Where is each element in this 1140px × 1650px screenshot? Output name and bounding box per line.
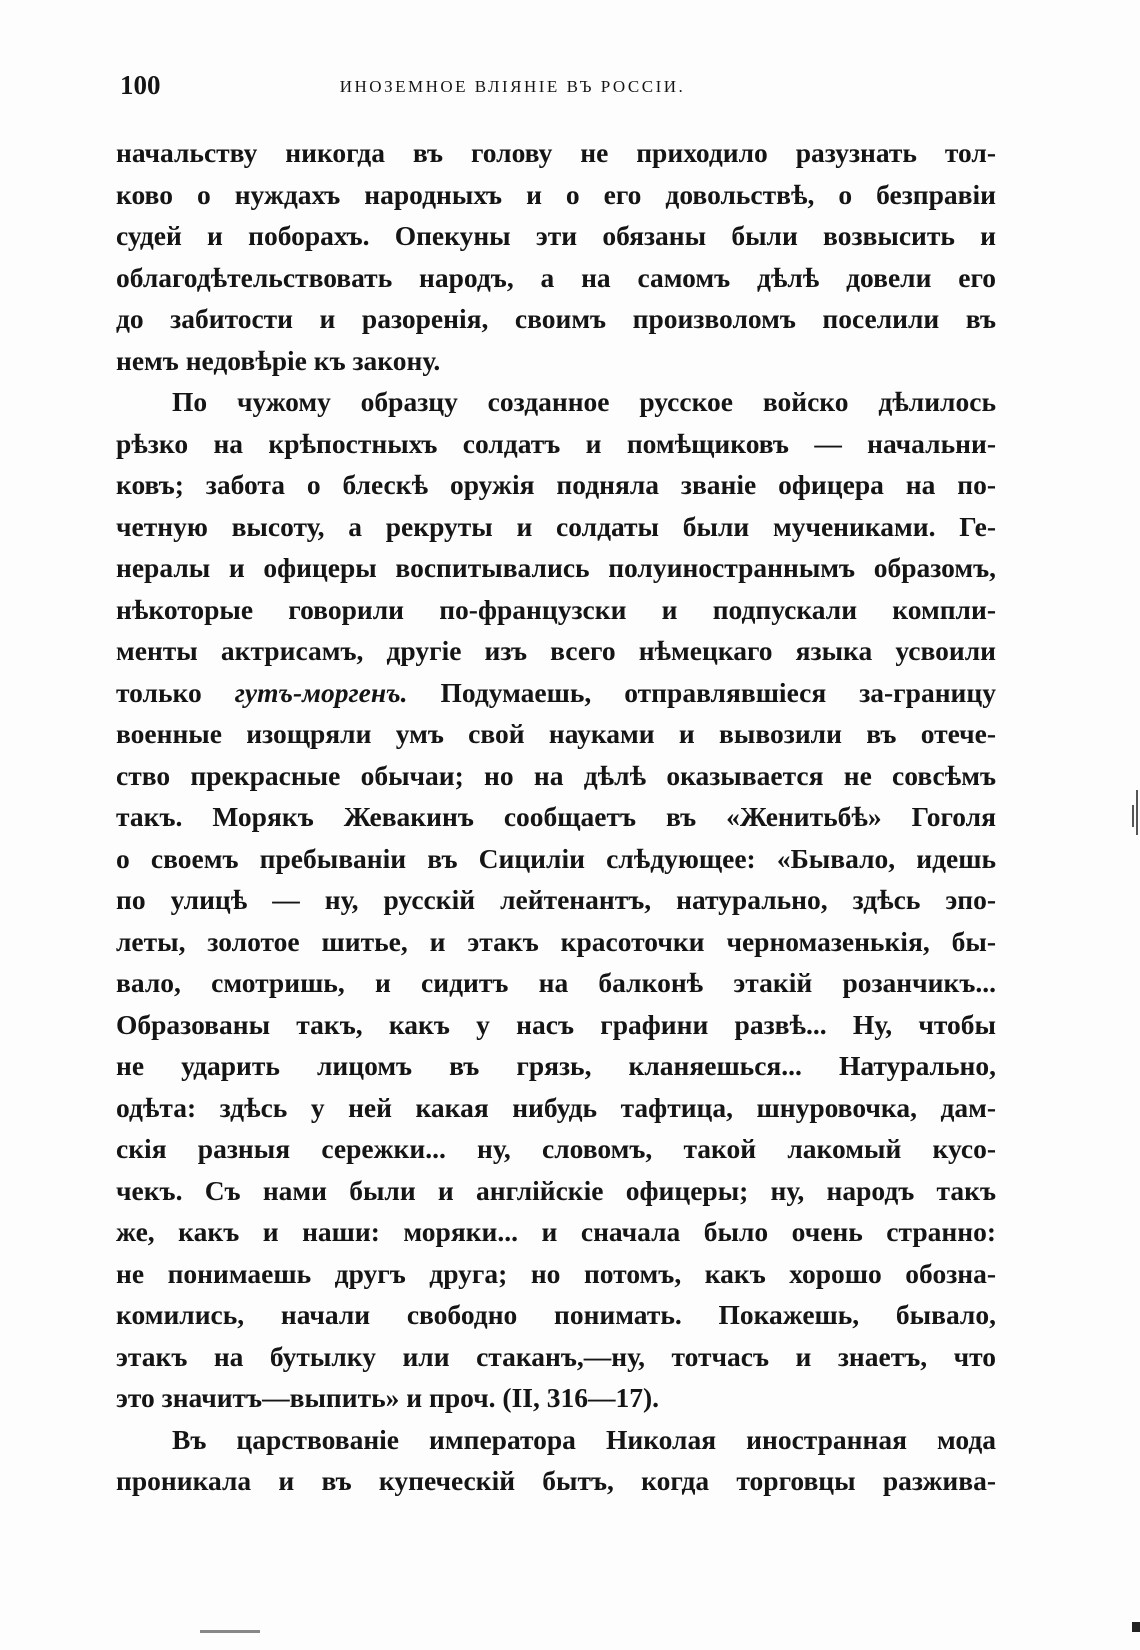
scan-margin-mark xyxy=(1132,805,1134,827)
text-line-mixed xyxy=(116,672,996,714)
text-line: не понимаешь другъ друга; но потомъ, какъ хорошо обозна- xyxy=(116,1257,996,1289)
text-line: по улицѣ — ну, русскій лейтенантъ, натурально, здѣсь эпо- xyxy=(116,884,996,915)
text-line: же, какъ и наши: моряки... и сначала было очень странно: xyxy=(116,1216,996,1247)
text-line: это значитъ—выпить» и проч. (II, 316—17). xyxy=(116,1382,660,1413)
text-segment: Подумаешь, отправлявшіеся за-границу xyxy=(407,676,996,708)
text-line: чекъ. Съ нами были и англійскіе офицеры; ну, народъ такъ xyxy=(116,1174,996,1206)
body-text xyxy=(116,132,996,1502)
running-title: ИНОЗЕМНОЕ ВЛІЯНІЕ ВЪ РОССІИ. xyxy=(339,77,686,96)
text-line: военные изощряли умъ свой науками и вывозили въ отече- xyxy=(116,718,996,749)
text-line: скія разныя сережки... ну, словомъ, такой лакомый кусо- xyxy=(116,1133,996,1164)
running-head xyxy=(120,70,1000,110)
italic-phrase: гутъ-моргенъ. xyxy=(234,676,408,708)
text-line: этакъ на бутылку или стаканъ,—ну, тотчасъ и знаетъ, что xyxy=(116,1340,996,1372)
text-line: начальству никогда въ голову не приходило разузнать тол- xyxy=(116,137,996,168)
page-number: 100 xyxy=(120,70,161,100)
text-line: четную высоту, а рекруты и солдаты были мучениками. Ге- xyxy=(116,510,996,542)
text-line: судей и поборахъ. Опекуны эти обязаны были возвысить и xyxy=(116,220,996,251)
scan-corner-mark xyxy=(1132,1622,1140,1632)
text-line: менты актрисамъ, другіе изъ всего нѣмецкаго языка усвоили xyxy=(116,635,996,666)
text-line: немъ недовѣріе къ закону. xyxy=(116,344,441,376)
text-line: комились, начали свободно понимать. Покажешь, бывало, xyxy=(116,1299,996,1330)
text-line: нералы и офицеры воспитывались полуиностраннымъ образомъ, xyxy=(116,552,996,583)
text-line: ство прекрасные обычаи; но на дѣлѣ оказывается не совсѣмъ xyxy=(116,759,996,791)
scan-margin-mark xyxy=(1136,790,1138,835)
text-line: до забитости и разоренія, своимъ произволомъ поселили въ xyxy=(116,303,996,334)
scan-footer-mark xyxy=(200,1630,260,1633)
text-line: ково о нуждахъ народныхъ и о его довольствѣ, о безправіи xyxy=(116,178,996,210)
text-line: Образованы такъ, какъ у насъ графини развѣ... Ну, чтобы xyxy=(116,1008,996,1040)
text-line: По чужому образцу созданное русское войско дѣлилось xyxy=(172,386,996,417)
text-line: леты, золотое шитье, и этакъ красоточки черномазенькія, бы- xyxy=(116,925,996,957)
text-line: облагодѣтельствовать народъ, а на самомъ дѣлѣ довели его xyxy=(116,261,996,293)
text-segment: только xyxy=(116,676,235,708)
text-line: проникала и въ купеческій бытъ, когда торговцы разжива- xyxy=(116,1465,996,1496)
text-line: нѣкоторые говорили по-французски и подпускали компли- xyxy=(116,593,996,625)
text-line: такъ. Морякъ Жевакинъ сообщаетъ въ «Женитьбѣ» Гоголя xyxy=(116,801,996,832)
text-line: вало, смотришь, и сидитъ на балконѣ этакій розанчикъ... xyxy=(116,967,996,998)
text-line: о своемъ пребываніи въ Сициліи слѣдующее: «Бывало, идешь xyxy=(116,842,996,874)
text-line: одѣта: здѣсь у ней какая нибудь тафтица, шнуровочка, дам- xyxy=(116,1091,996,1123)
text-line: не ударить лицомъ въ грязь, кланяешься... Натурально, xyxy=(116,1050,996,1081)
text-line: ковъ; забота о блескѣ оружія подняла званіе офицера на по- xyxy=(116,469,996,500)
text-line: рѣзко на крѣпостныхъ солдатъ и помѣщиковъ — начальни- xyxy=(116,427,996,459)
text-line: Въ царствованіе императора Николая иностранная мода xyxy=(172,1423,996,1455)
